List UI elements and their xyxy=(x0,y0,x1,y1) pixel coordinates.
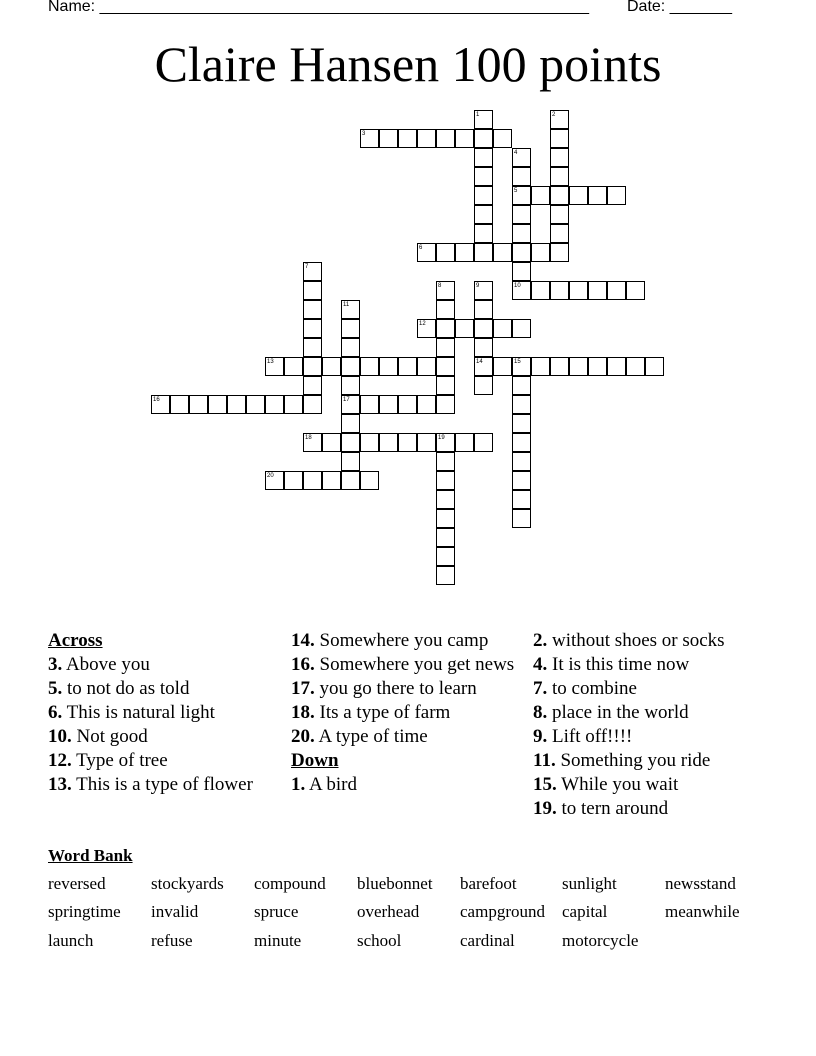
clue-item xyxy=(533,798,753,819)
clue-text: Its a type of farm xyxy=(314,702,451,723)
down-heading: Down xyxy=(291,750,339,771)
grid-cell[interactable] xyxy=(341,471,360,490)
clue-item xyxy=(48,774,278,795)
clue-number-label: 19. xyxy=(533,798,557,819)
clue-number: 4 xyxy=(514,150,518,156)
clue-number-label: 6. xyxy=(48,702,63,723)
grid-cell[interactable] xyxy=(512,452,531,471)
word-bank-item: school xyxy=(357,931,402,950)
clue-item xyxy=(533,726,753,747)
clue-number: 20 xyxy=(267,473,274,479)
clue-text: Something you ride xyxy=(555,750,711,771)
grid-cell[interactable] xyxy=(436,566,455,585)
grid-cell[interactable] xyxy=(341,319,360,338)
grid-cell[interactable] xyxy=(417,357,436,376)
grid-cell[interactable] xyxy=(569,357,588,376)
word-bank-item: motorcycle xyxy=(562,931,639,950)
grid-cell[interactable] xyxy=(531,357,550,376)
clue-number-label: 5. xyxy=(48,678,63,699)
word-bank-item: compound xyxy=(254,874,326,893)
grid-cell[interactable] xyxy=(550,129,569,148)
clue-item xyxy=(291,774,516,795)
grid-cell[interactable] xyxy=(284,471,303,490)
clue-number: 16 xyxy=(153,397,160,403)
word-bank-heading: Word Bank xyxy=(48,846,133,865)
clue-item xyxy=(48,678,278,699)
clue-number-label: 18. xyxy=(291,702,315,723)
grid-cell[interactable] xyxy=(341,376,360,395)
word-bank-item: bluebonnet xyxy=(357,874,433,893)
grid-cell[interactable] xyxy=(531,243,550,262)
clue-item xyxy=(48,750,278,771)
grid-cell[interactable] xyxy=(474,433,493,452)
clue-item xyxy=(533,702,753,723)
grid-cell[interactable] xyxy=(284,357,303,376)
clue-number-label: 7. xyxy=(533,678,548,699)
clue-number: 1 xyxy=(476,112,480,118)
grid-cell[interactable] xyxy=(436,319,455,338)
clue-number: 13 xyxy=(267,359,274,365)
grid-cell[interactable] xyxy=(417,129,436,148)
grid-cell[interactable] xyxy=(436,300,455,319)
grid-cell[interactable] xyxy=(550,357,569,376)
clue-item xyxy=(48,726,278,747)
clue-number: 6 xyxy=(419,245,423,251)
grid-cell[interactable] xyxy=(436,452,455,471)
grid-cell[interactable] xyxy=(645,357,664,376)
clues-column-1 xyxy=(48,630,278,798)
grid-cell[interactable] xyxy=(455,129,474,148)
clue-item xyxy=(533,774,753,795)
clue-item xyxy=(291,630,516,651)
word-bank-item: campground xyxy=(460,902,545,921)
grid-cell[interactable] xyxy=(417,395,436,414)
clue-item xyxy=(291,678,516,699)
name-field[interactable]: Name: _______________________________________________________ xyxy=(48,0,589,15)
clue-number: 9 xyxy=(476,283,480,289)
clue-text: A type of time xyxy=(314,726,428,747)
clue-item xyxy=(291,726,516,747)
clue-text: Lift off!!!! xyxy=(547,726,633,747)
grid-cell[interactable] xyxy=(626,281,645,300)
grid-cell[interactable] xyxy=(512,414,531,433)
clue-number-label: 2. xyxy=(533,630,548,651)
clue-number: 14 xyxy=(476,359,483,365)
grid-cell[interactable] xyxy=(398,395,417,414)
clue-number-label: 20. xyxy=(291,726,315,747)
grid-cell[interactable] xyxy=(531,186,550,205)
grid-cell[interactable] xyxy=(170,395,189,414)
grid-cell[interactable] xyxy=(379,395,398,414)
grid-cell[interactable] xyxy=(550,167,569,186)
clue-number-label: 15. xyxy=(533,774,557,795)
clue-text: While you wait xyxy=(556,774,679,795)
grid-cell[interactable] xyxy=(436,243,455,262)
clue-text: A bird xyxy=(305,774,357,795)
grid-cell[interactable] xyxy=(379,433,398,452)
grid-cell[interactable] xyxy=(626,357,645,376)
grid-cell[interactable] xyxy=(512,433,531,452)
grid-cell[interactable] xyxy=(436,471,455,490)
word-bank-item: invalid xyxy=(151,902,199,921)
grid-cell[interactable] xyxy=(474,319,493,338)
clue-number: 19 xyxy=(438,435,445,441)
clue-text: Above you xyxy=(62,654,150,675)
grid-cell[interactable] xyxy=(436,547,455,566)
grid-cell[interactable] xyxy=(341,452,360,471)
clue-item xyxy=(533,750,753,771)
clue-number-label: 8. xyxy=(533,702,548,723)
grid-cell[interactable] xyxy=(227,395,246,414)
grid-cell[interactable] xyxy=(493,243,512,262)
grid-cell[interactable] xyxy=(189,395,208,414)
clue-text: Type of tree xyxy=(71,750,168,771)
clue-item xyxy=(291,654,516,675)
grid-cell[interactable] xyxy=(569,281,588,300)
clue-number-label: 1. xyxy=(291,774,306,795)
clue-number: 17 xyxy=(343,397,350,403)
word-bank-item: newsstand xyxy=(665,874,736,893)
grid-cell[interactable] xyxy=(341,338,360,357)
clue-number-label: 11. xyxy=(533,750,556,771)
clue-number-label: 3. xyxy=(48,654,63,675)
grid-cell[interactable] xyxy=(322,357,341,376)
clue-number: 2 xyxy=(552,112,556,118)
clue-number: 15 xyxy=(514,359,521,365)
clue-text: place in the world xyxy=(547,702,689,723)
clue-number-label: 13. xyxy=(48,774,72,795)
clue-text: Somewhere you get news xyxy=(314,654,515,675)
grid-cell[interactable] xyxy=(474,167,493,186)
grid-cell[interactable] xyxy=(246,395,265,414)
clue-text: without shoes or socks xyxy=(547,630,725,651)
grid-cell[interactable] xyxy=(455,319,474,338)
grid-cell[interactable] xyxy=(284,395,303,414)
clue-number-label: 10. xyxy=(48,726,72,747)
grid-cell[interactable] xyxy=(436,338,455,357)
grid-cell[interactable] xyxy=(512,319,531,338)
grid-cell[interactable] xyxy=(474,148,493,167)
word-bank-item: spruce xyxy=(254,902,299,921)
grid-cell[interactable] xyxy=(607,186,626,205)
word-bank-item: barefoot xyxy=(460,874,517,893)
word-bank-item: minute xyxy=(254,931,302,950)
clue-text: It is this time now xyxy=(547,654,690,675)
grid-cell[interactable] xyxy=(455,243,474,262)
grid-cell[interactable] xyxy=(512,395,531,414)
grid-cell[interactable] xyxy=(436,376,455,395)
grid-cell[interactable] xyxy=(588,186,607,205)
grid-cell[interactable] xyxy=(303,319,322,338)
clue-item xyxy=(48,654,278,675)
grid-cell[interactable] xyxy=(379,129,398,148)
grid-cell[interactable] xyxy=(341,433,360,452)
word-bank-item: cardinal xyxy=(460,931,515,950)
clue-text: This is natural light xyxy=(62,702,215,723)
grid-cell[interactable] xyxy=(531,281,550,300)
clue-number-label: 16. xyxy=(291,654,315,675)
grid-cell[interactable] xyxy=(512,262,531,281)
clue-text: Not good xyxy=(71,726,148,747)
grid-cell[interactable] xyxy=(303,395,322,414)
grid-cell[interactable] xyxy=(550,243,569,262)
grid-cell[interactable] xyxy=(512,376,531,395)
grid-cell[interactable] xyxy=(436,395,455,414)
page-title: Claire Hansen 100 points xyxy=(154,36,662,92)
grid-cell[interactable] xyxy=(512,205,531,224)
grid-cell[interactable] xyxy=(493,357,512,376)
across-heading: Across xyxy=(48,630,103,651)
grid-cell[interactable] xyxy=(512,243,531,262)
grid-cell[interactable] xyxy=(265,395,284,414)
grid-cell[interactable] xyxy=(360,433,379,452)
grid-cell[interactable] xyxy=(588,357,607,376)
clue-item xyxy=(533,630,753,651)
grid-cell[interactable] xyxy=(512,471,531,490)
word-bank-item: overhead xyxy=(357,902,420,921)
grid-cell[interactable] xyxy=(322,471,341,490)
grid-cell[interactable] xyxy=(436,490,455,509)
clue-number-label: 9. xyxy=(533,726,548,747)
clue-number: 10 xyxy=(514,283,521,289)
clue-number-label: 14. xyxy=(291,630,315,651)
word-bank-item: stockyards xyxy=(151,874,224,893)
clue-number-label: 12. xyxy=(48,750,72,771)
clue-text: Somewhere you camp xyxy=(314,630,489,651)
word-bank-item: launch xyxy=(48,931,94,950)
grid-cell[interactable] xyxy=(341,357,360,376)
grid-cell[interactable] xyxy=(569,186,588,205)
grid-cell[interactable] xyxy=(398,357,417,376)
grid-cell[interactable] xyxy=(417,433,436,452)
grid-cell[interactable] xyxy=(322,433,341,452)
clue-text: to combine xyxy=(547,678,637,699)
grid-cell[interactable] xyxy=(550,205,569,224)
grid-cell[interactable] xyxy=(493,319,512,338)
grid-cell[interactable] xyxy=(303,471,322,490)
clue-text: This is a type of flower xyxy=(71,774,253,795)
clue-item xyxy=(533,678,753,699)
grid-cell[interactable] xyxy=(512,509,531,528)
grid-cell[interactable] xyxy=(341,414,360,433)
clue-number: 12 xyxy=(419,321,426,327)
grid-cell[interactable] xyxy=(360,357,379,376)
clue-number: 3 xyxy=(362,131,366,137)
grid-cell[interactable] xyxy=(474,338,493,357)
word-bank-item: reversed xyxy=(48,874,106,893)
word-bank-item: meanwhile xyxy=(665,902,740,921)
grid-cell[interactable] xyxy=(303,300,322,319)
clue-text: you go there to learn xyxy=(314,678,477,699)
word-bank-item: springtime xyxy=(48,902,121,921)
clue-text: to tern around xyxy=(556,798,669,819)
grid-cell[interactable] xyxy=(474,129,493,148)
grid-cell[interactable] xyxy=(398,433,417,452)
grid-cell[interactable] xyxy=(550,224,569,243)
date-field[interactable]: Date: _______ xyxy=(627,0,732,15)
grid-cell[interactable] xyxy=(588,281,607,300)
clue-item xyxy=(533,654,753,675)
grid-cell[interactable] xyxy=(474,243,493,262)
clue-number: 7 xyxy=(305,264,309,270)
grid-cell[interactable] xyxy=(398,129,417,148)
grid-cell[interactable] xyxy=(493,129,512,148)
grid-cell[interactable] xyxy=(436,357,455,376)
clue-item xyxy=(291,702,516,723)
clue-number-label: 17. xyxy=(291,678,315,699)
grid-cell[interactable] xyxy=(474,376,493,395)
grid-cell[interactable] xyxy=(303,281,322,300)
grid-cell[interactable] xyxy=(436,129,455,148)
grid-cell[interactable] xyxy=(607,281,626,300)
grid-cell[interactable] xyxy=(436,528,455,547)
grid-cell[interactable] xyxy=(512,167,531,186)
grid-cell[interactable] xyxy=(607,357,626,376)
word-bank-item: refuse xyxy=(151,931,193,950)
grid-cell[interactable] xyxy=(550,281,569,300)
grid-cell[interactable] xyxy=(360,471,379,490)
grid-cell[interactable] xyxy=(512,224,531,243)
clue-number: 8 xyxy=(438,283,442,289)
grid-cell[interactable] xyxy=(474,224,493,243)
clue-number: 11 xyxy=(343,302,350,308)
clues-column-3 xyxy=(533,630,753,822)
grid-cell[interactable] xyxy=(303,376,322,395)
word-bank-item: capital xyxy=(562,902,608,921)
grid-cell[interactable] xyxy=(474,205,493,224)
clue-number: 5 xyxy=(514,188,518,194)
clues-column-2 xyxy=(291,630,516,798)
clue-text: to not do as told xyxy=(62,678,190,699)
grid-cell[interactable] xyxy=(303,357,322,376)
grid-cell[interactable] xyxy=(208,395,227,414)
grid-cell[interactable] xyxy=(360,395,379,414)
clue-item xyxy=(48,702,278,723)
word-bank-item: sunlight xyxy=(562,874,617,893)
grid-cell[interactable] xyxy=(474,186,493,205)
grid-cell[interactable] xyxy=(455,433,474,452)
grid-cell[interactable] xyxy=(379,357,398,376)
grid-cell[interactable] xyxy=(303,338,322,357)
grid-cell[interactable] xyxy=(550,148,569,167)
clue-number: 18 xyxy=(305,435,312,441)
grid-cell[interactable] xyxy=(474,300,493,319)
clue-number-label: 4. xyxy=(533,654,548,675)
grid-cell[interactable] xyxy=(550,186,569,205)
grid-cell[interactable] xyxy=(512,490,531,509)
grid-cell[interactable] xyxy=(436,509,455,528)
